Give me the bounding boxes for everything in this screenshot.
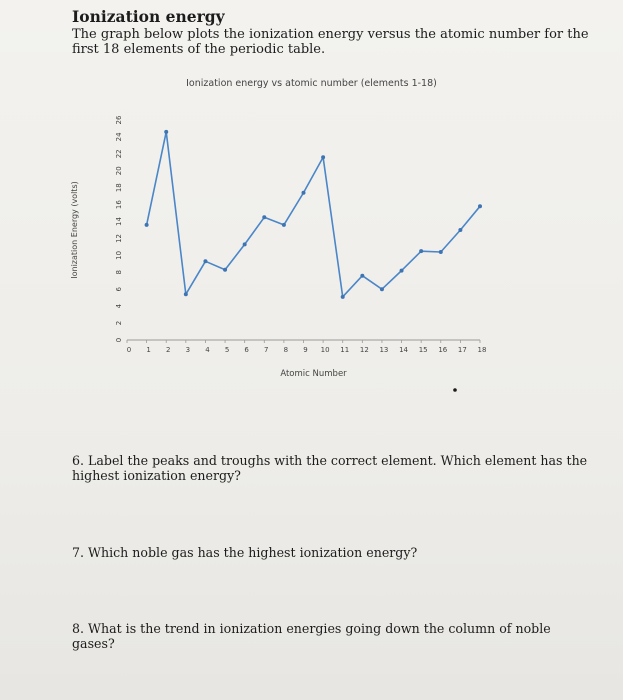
x-tick-label: 9 bbox=[303, 346, 308, 354]
x-tick-label: 17 bbox=[457, 346, 467, 354]
x-tick-label: 3 bbox=[185, 346, 191, 354]
y-tick-label: 18 bbox=[115, 183, 123, 193]
intro-text: The graph below plots the ionization energy versus the atomic number for the first 18 elements of the periodic table. bbox=[72, 27, 589, 57]
question-8-number: 8. bbox=[72, 621, 85, 636]
x-tick-label: 12 bbox=[359, 346, 369, 354]
x-tick-label: 14 bbox=[399, 346, 409, 354]
y-tick-label: 8 bbox=[115, 270, 123, 275]
x-tick-label: 18 bbox=[477, 346, 487, 354]
y-tick-label: 4 bbox=[115, 303, 123, 309]
chart-axes bbox=[127, 340, 480, 343]
data-point bbox=[184, 292, 188, 296]
data-point bbox=[360, 274, 364, 278]
y-tick-label: 2 bbox=[115, 320, 123, 326]
x-tick-label: 5 bbox=[224, 346, 230, 354]
x-tick-label: 16 bbox=[438, 346, 448, 354]
data-point bbox=[262, 215, 266, 219]
question-7-text: Which noble gas has the highest ionization energy? bbox=[88, 545, 418, 560]
y-tick-label: 6 bbox=[115, 286, 123, 292]
question-6 bbox=[72, 453, 592, 483]
question-6-text: Label the peaks and troughs with the correct element. Which element has the highest ionization energy? bbox=[72, 453, 588, 483]
series-line bbox=[147, 132, 480, 297]
y-tick-label: 14 bbox=[115, 217, 123, 226]
stray-dot bbox=[453, 388, 457, 392]
x-tick-label: 7 bbox=[264, 346, 269, 354]
data-point bbox=[164, 130, 168, 134]
question-7-number: 7. bbox=[72, 545, 85, 560]
x-tick-label: 0 bbox=[126, 346, 132, 354]
y-tick-label: 24 bbox=[115, 132, 123, 142]
series-ionization-energy bbox=[145, 130, 482, 299]
x-tick-label: 1 bbox=[146, 346, 151, 354]
y-tick-label: 10 bbox=[115, 250, 123, 260]
x-tick-label: 10 bbox=[320, 346, 330, 354]
x-tick-label: 2 bbox=[165, 346, 171, 354]
question-7 bbox=[72, 545, 592, 560]
x-axis-label: Atomic Number bbox=[280, 369, 347, 379]
data-point bbox=[223, 268, 227, 272]
data-point bbox=[302, 191, 306, 195]
x-tick-label: 6 bbox=[244, 346, 249, 354]
data-point bbox=[341, 295, 345, 299]
data-point bbox=[145, 223, 149, 227]
question-6-number: 6. bbox=[72, 453, 85, 468]
y-tick-labels bbox=[115, 115, 123, 342]
data-point bbox=[380, 287, 384, 291]
y-tick-label: 12 bbox=[115, 234, 123, 243]
data-point bbox=[439, 250, 443, 254]
chart-title: Ionization energy vs atomic number (elements 1-18) bbox=[186, 78, 437, 89]
y-axis-label: Ionization Energy (volts) bbox=[70, 181, 79, 279]
x-tick-label: 15 bbox=[418, 346, 428, 354]
x-tick-label: 11 bbox=[340, 346, 350, 354]
y-tick-label: 22 bbox=[115, 149, 123, 159]
y-tick-label: 20 bbox=[115, 166, 123, 176]
x-tick-label: 8 bbox=[283, 346, 289, 354]
question-8-text: What is the trend in ionization energies going down the column of noble gases? bbox=[72, 621, 551, 651]
data-point bbox=[458, 228, 462, 232]
data-point bbox=[419, 249, 423, 253]
y-tick-label: 0 bbox=[115, 337, 123, 343]
x-tick-label: 4 bbox=[205, 346, 210, 354]
x-tick-label: 13 bbox=[379, 346, 389, 354]
y-tick-label: 26 bbox=[115, 115, 123, 125]
x-tick-labels bbox=[127, 346, 487, 354]
data-point bbox=[400, 269, 404, 273]
data-point bbox=[321, 155, 325, 159]
page-title: Ionization energy bbox=[72, 7, 225, 26]
question-8 bbox=[72, 621, 592, 651]
data-point bbox=[203, 259, 207, 263]
data-point bbox=[282, 223, 286, 227]
data-point bbox=[243, 242, 247, 246]
data-point bbox=[478, 204, 482, 208]
y-tick-label: 16 bbox=[115, 200, 123, 210]
